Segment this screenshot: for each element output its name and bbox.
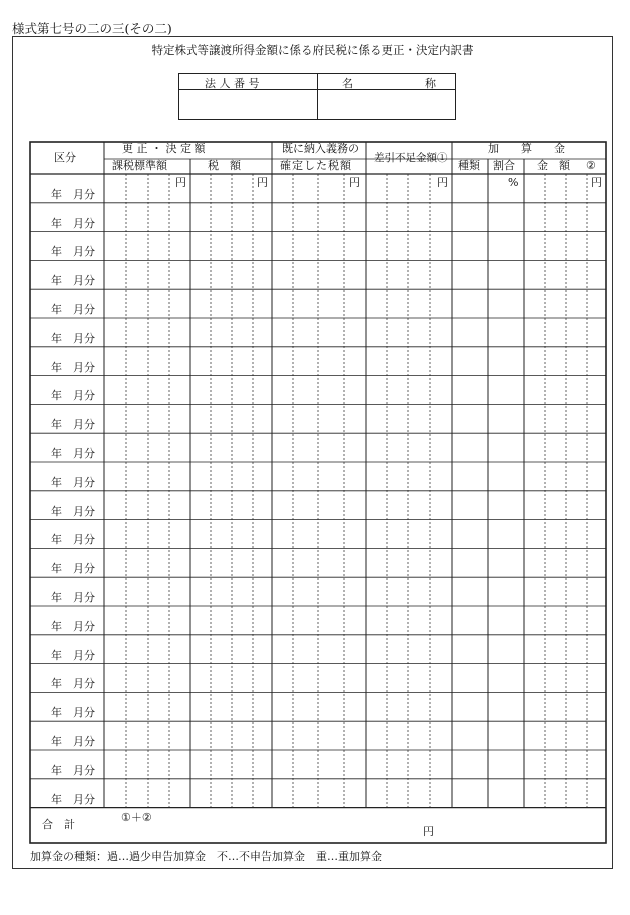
header-wariai: 割合 bbox=[493, 159, 515, 172]
row-label: 年 月分 bbox=[51, 533, 95, 547]
form-number-label: 様式第七号の二の三(その二) bbox=[12, 21, 172, 36]
row-label: 年 月分 bbox=[51, 504, 95, 518]
unit-yen-kazei: 円 bbox=[175, 176, 186, 189]
row-label: 年 月分 bbox=[51, 562, 95, 576]
row-label: 年 月分 bbox=[51, 792, 95, 806]
unit-yen-kasankin: 円 bbox=[591, 176, 602, 189]
footnote: 加算金の種類：過…過少申告加算金 不…不申告加算金 重…重加算金 bbox=[30, 850, 382, 863]
document-title: 特定株式等譲渡所得金額に係る府民税に係る更正・決定内訳書 bbox=[151, 43, 474, 57]
row-label: 年 月分 bbox=[51, 677, 95, 691]
header-shurui: 種類 bbox=[458, 159, 480, 172]
row-label: 年 月分 bbox=[51, 389, 95, 403]
row-label: 年 月分 bbox=[51, 706, 95, 720]
header-kazei-hyojun: 課税標準額 bbox=[112, 159, 167, 172]
row-label: 年 月分 bbox=[51, 216, 95, 230]
row-label: 年 月分 bbox=[51, 619, 95, 633]
unit-percent: % bbox=[508, 176, 519, 189]
row-label: 年 月分 bbox=[51, 331, 95, 345]
row-label: 年 月分 bbox=[51, 360, 95, 374]
total-label: 合 計 bbox=[42, 818, 75, 831]
row-label: 年 月分 bbox=[51, 187, 95, 201]
total-formula: ①＋② bbox=[121, 811, 152, 824]
row-label: 年 月分 bbox=[51, 475, 95, 489]
header-kasankin: 加 算 金 bbox=[488, 142, 565, 155]
header-kingaku: 金 額 bbox=[537, 159, 570, 172]
row-label: 年 月分 bbox=[51, 303, 95, 316]
row-label: 年 月分 bbox=[51, 648, 95, 662]
header-zeigaku: 税 額 bbox=[208, 159, 241, 172]
corporation-number-label: 法 人 番 号 bbox=[205, 77, 260, 90]
header-sude-2: 確定した税額 bbox=[280, 159, 352, 172]
unit-yen-sashihiki: 円 bbox=[437, 176, 448, 189]
row-label: 年 月分 bbox=[51, 763, 95, 777]
unit-yen-zeigaku: 円 bbox=[257, 176, 268, 189]
row-label: 年 月分 bbox=[51, 591, 95, 604]
row-label: 年 月分 bbox=[51, 447, 95, 460]
row-label: 年 月分 bbox=[51, 274, 95, 288]
unit-yen-sude: 円 bbox=[349, 176, 360, 189]
corporation-name-label: 名 bbox=[342, 77, 353, 90]
header-sude-1: 既に納入義務の bbox=[282, 142, 359, 155]
header-kubun: 区分 bbox=[54, 151, 76, 164]
total-yen: 円 bbox=[423, 825, 434, 838]
row-label: 年 月分 bbox=[51, 245, 95, 259]
row-label: 年 月分 bbox=[51, 418, 95, 432]
header-kosei-kettei: 更 正 ・ 決 定 額 bbox=[122, 142, 206, 155]
corporation-name-label-2: 称 bbox=[425, 77, 436, 90]
header-circle-2: ② bbox=[586, 159, 596, 172]
row-label: 年 月分 bbox=[51, 735, 95, 748]
header-sashihiki: 差引不足金額① bbox=[374, 152, 448, 164]
